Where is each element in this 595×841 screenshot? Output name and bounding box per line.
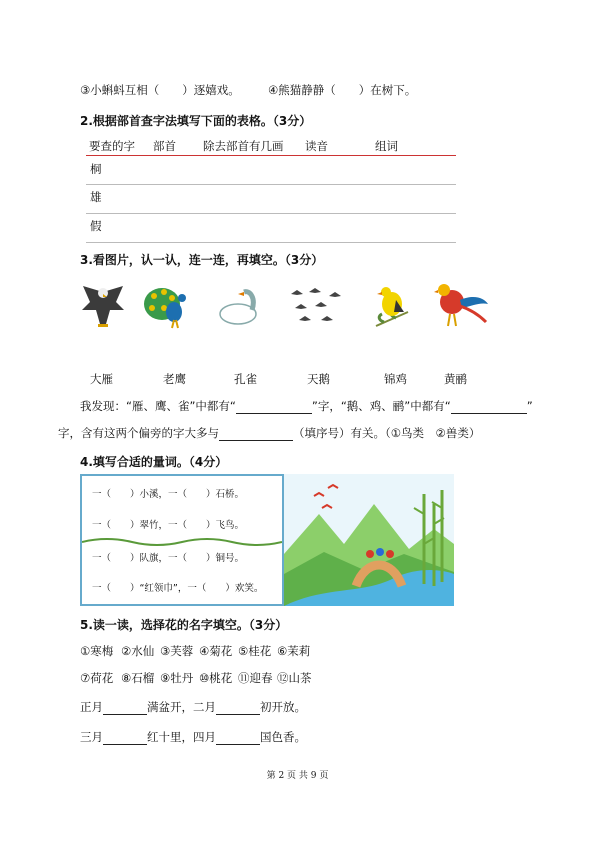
measure-word-row-3: 一（ ）队旗，一（ ）铜号。 <box>92 553 245 564</box>
answer-blank[interactable] <box>451 399 527 414</box>
bird-name-swan: 天鹅 <box>307 372 330 386</box>
flower-option: ⑨牡丹 <box>160 671 194 685</box>
q2-row-2: 雄 <box>90 190 102 204</box>
q3-line2-a: 字，含有这两个偏旁的字大多与 <box>58 426 219 440</box>
flower-option: ⑥茉莉 <box>277 644 311 658</box>
q5-sentence-2 <box>80 729 306 745</box>
bird-name-golden-pheasant: 锦鸡 <box>384 372 407 386</box>
q5-s1-c: 初开放。 <box>260 700 306 714</box>
flower-option: ⑤桂花 <box>238 644 272 658</box>
q3-line1-c: ” <box>526 399 533 413</box>
q5-s2-b: 红十里，四月 <box>147 730 216 744</box>
q3-line1-a: 我发现：“雁、鹰、雀”中都有“ <box>80 399 236 413</box>
q3-discovery-line <box>80 398 533 414</box>
page-number: 第 2 页 共 9 页 <box>266 771 329 781</box>
measure-word-row-2: 一（ ）翠竹，一（ ）飞鸟。 <box>92 520 245 531</box>
bird-name-eagle: 老鹰 <box>163 372 186 386</box>
q5-sentence-1 <box>80 699 306 715</box>
measure-word-box <box>80 474 284 606</box>
flower-option: ②水仙 <box>121 644 155 658</box>
q-item-3: ③小蝌蚪互相（ ）逐嬉戏。 <box>80 83 240 97</box>
bird-name-peacock: 孔雀 <box>234 372 257 386</box>
q3-line1-b: ”字，“鹅、鸡、鹂”中都有“ <box>311 399 451 413</box>
answer-blank[interactable] <box>103 730 147 745</box>
table-rule <box>86 242 456 243</box>
flower-option: ⑪迎春 <box>238 671 273 685</box>
q3-conclusion-line <box>58 425 480 441</box>
answer-blank[interactable] <box>236 399 312 414</box>
flower-option: ⑫山茶 <box>277 671 312 685</box>
q3-line2-b: （填序号）有关。（①鸟类 ②兽类） <box>293 426 481 440</box>
q2-title: 2.根据部首查字法填写下面的表格。（3分） <box>80 114 312 128</box>
table-rule <box>86 155 456 156</box>
q2-header-char: 要查的字 <box>89 139 135 153</box>
flower-option: ③芙蓉 <box>160 644 194 658</box>
peacock-icon <box>142 282 194 330</box>
measure-word-row-4: 一（ ）“红领巾”，一（ ）欢笑。 <box>92 583 264 594</box>
table-rule <box>86 184 456 185</box>
measure-word-row-1: 一（ ）小溪，一（ ）石桥。 <box>92 489 245 500</box>
flower-option: ⑩桃花 <box>199 671 233 685</box>
answer-blank[interactable] <box>103 700 147 715</box>
q-item-4: ④熊猫静静（ ）在树下。 <box>268 83 417 97</box>
q5-title: 5.读一读，选择花的名字填空。（3分） <box>80 618 288 632</box>
oriole-icon <box>372 282 412 332</box>
q2-header-pinyin: 读音 <box>305 139 328 153</box>
flower-option: ①寒梅 <box>80 644 114 658</box>
swan-icon <box>216 284 266 328</box>
table-rule <box>86 213 456 214</box>
q2-row-3: 假 <box>90 219 102 233</box>
flower-option: ⑦荷花 <box>80 671 114 685</box>
answer-blank[interactable] <box>216 700 260 715</box>
wavy-divider <box>82 536 282 548</box>
wild-geese-icon <box>285 286 351 328</box>
bird-name-wild-goose: 大雁 <box>90 372 113 386</box>
q5-s1-b: 满盆开，二月 <box>147 700 216 714</box>
q4-title: 4.填写合适的量词。（4分） <box>80 455 228 469</box>
eagle-icon <box>78 280 128 330</box>
q2-header-radical: 部首 <box>153 139 176 153</box>
q5-s2-c: 国色香。 <box>260 730 306 744</box>
answer-blank[interactable] <box>216 730 260 745</box>
q2-header-words: 组词 <box>375 139 398 153</box>
flower-option: ④菊花 <box>199 644 233 658</box>
q3-title: 3.看图片，认一认，连一连，再填空。（3分） <box>80 253 324 267</box>
q2-header-strokes: 除去部首有几画 <box>203 139 284 153</box>
q2-row-1: 桐 <box>90 162 102 176</box>
bird-name-oriole: 黄鹂 <box>444 372 467 386</box>
q5-s1-a: 正月 <box>80 700 103 714</box>
q5-s2-a: 三月 <box>80 730 103 744</box>
answer-blank[interactable] <box>219 426 293 441</box>
golden-pheasant-icon <box>434 280 490 330</box>
landscape-illustration <box>284 474 454 606</box>
flower-option: ⑧石榴 <box>121 671 155 685</box>
